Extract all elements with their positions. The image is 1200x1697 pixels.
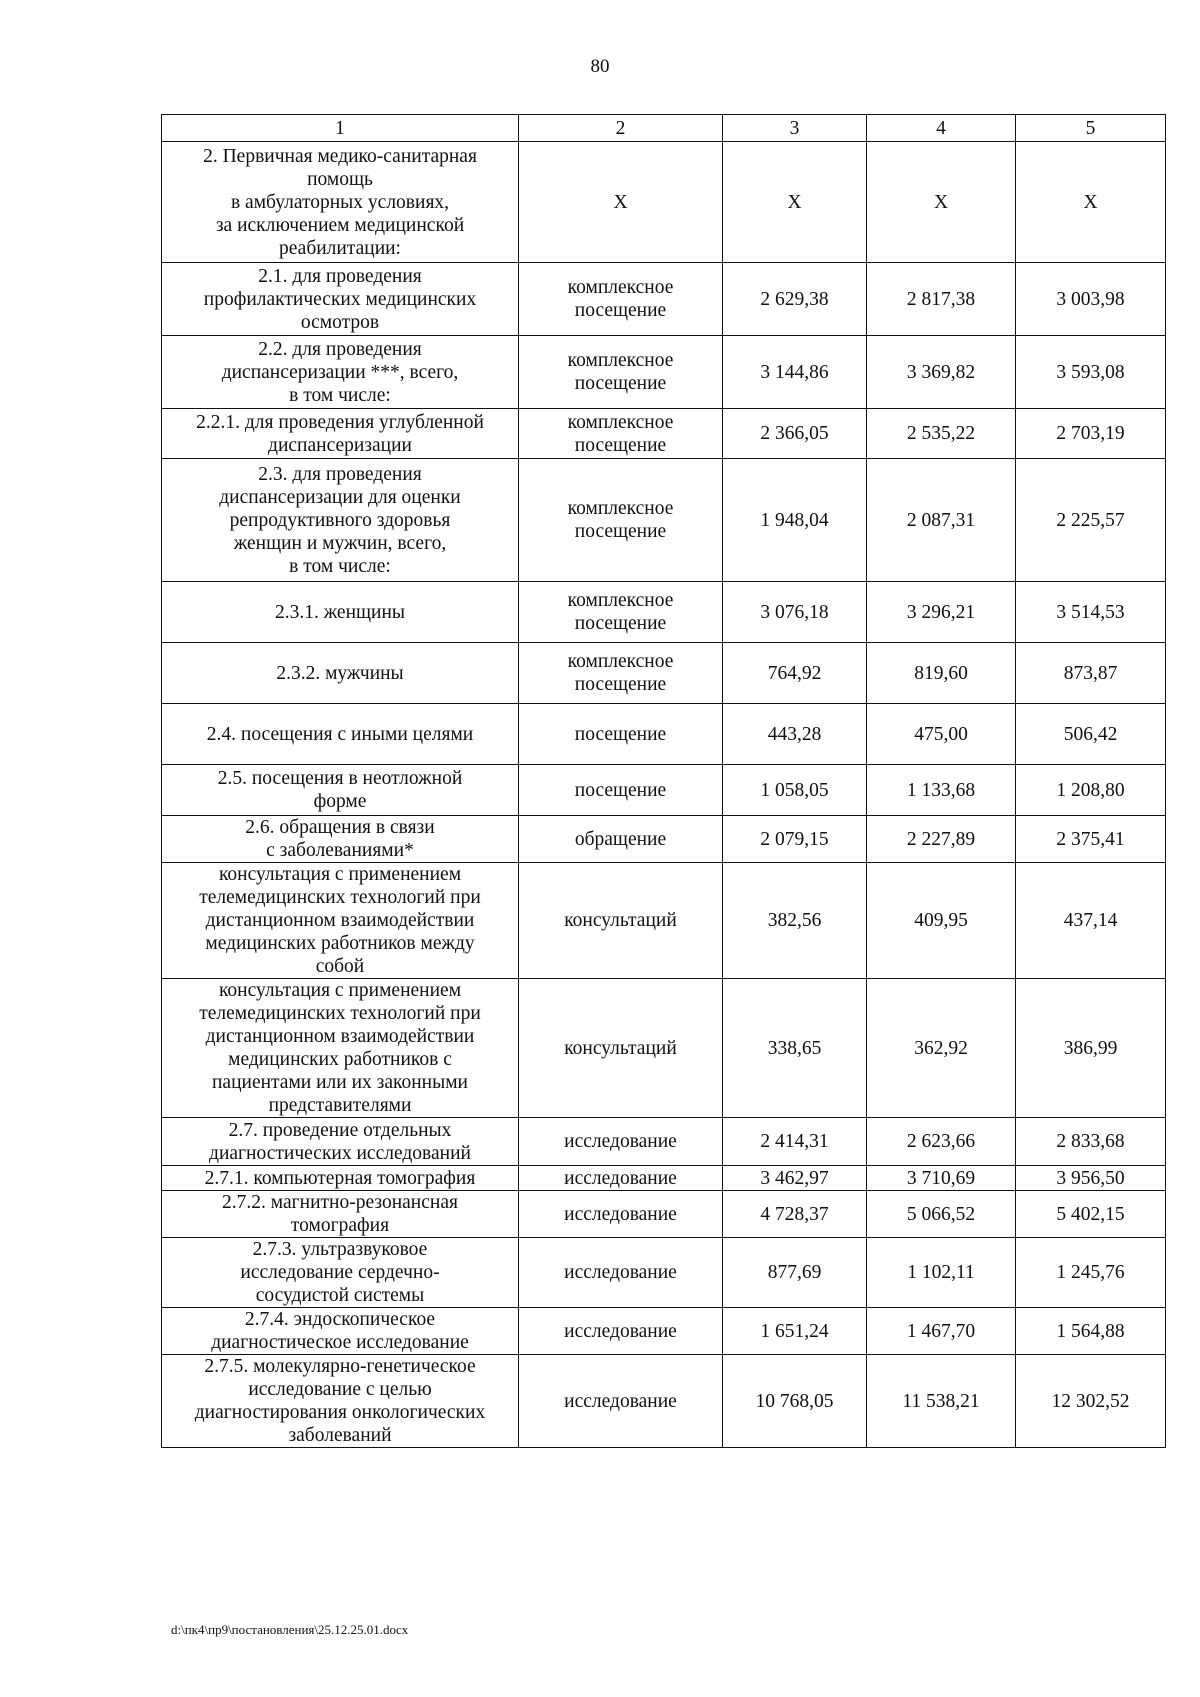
row-label-cell: 2. Первичная медико-санитарная помощь в амбулаторных условиях, за исключением медицинской реабилитации:	[162, 142, 519, 263]
value-cell: 1 102,11	[867, 1238, 1016, 1308]
value-cell: 1 651,24	[723, 1308, 867, 1355]
value-cell: 3 296,21	[867, 582, 1016, 643]
unit-cell: обращение	[519, 816, 723, 863]
value-cell: 12 302,52	[1016, 1355, 1166, 1448]
row-label-cell: 2.5. посещения в неотложной форме	[162, 765, 519, 816]
row-label-cell: 2.4. посещения с иными целями	[162, 704, 519, 765]
value-cell: 2 414,31	[723, 1118, 867, 1166]
value-cell: 10 768,05	[723, 1355, 867, 1448]
value-cell: 819,60	[867, 643, 1016, 704]
row-label-cell: 2.2.1. для проведения углубленной диспансеризации	[162, 409, 519, 459]
unit-cell: комплексное посещение	[519, 643, 723, 704]
table-row	[162, 863, 1166, 979]
table-row	[162, 1238, 1166, 1308]
value-cell: 506,42	[1016, 704, 1166, 765]
page-number: 80	[590, 56, 610, 77]
value-cell: 2 366,05	[723, 409, 867, 459]
row-label-cell: 2.2. для проведения диспансеризации ***, всего, в том числе:	[162, 336, 519, 409]
value-cell: 2 703,19	[1016, 409, 1166, 459]
value-cell: 1 133,68	[867, 765, 1016, 816]
table-row	[162, 409, 1166, 459]
value-cell: 1 467,70	[867, 1308, 1016, 1355]
value-cell: Х	[867, 142, 1016, 263]
row-label-cell: 2.3.2. мужчины	[162, 643, 519, 704]
value-cell: 386,99	[1016, 979, 1166, 1118]
unit-cell: комплексное посещение	[519, 409, 723, 459]
row-label-cell: 2.3.1. женщины	[162, 582, 519, 643]
value-cell: 1 948,04	[723, 459, 867, 582]
unit-cell: посещение	[519, 765, 723, 816]
value-cell: 2 087,31	[867, 459, 1016, 582]
value-cell: 3 144,86	[723, 336, 867, 409]
value-cell: 5 402,15	[1016, 1191, 1166, 1238]
unit-cell: исследование	[519, 1238, 723, 1308]
unit-cell: посещение	[519, 704, 723, 765]
row-label-cell: 2.7.5. молекулярно-генетическое исследование с целью диагностирования онкологических заболеваний	[162, 1355, 519, 1448]
value-cell: 3 710,69	[867, 1166, 1016, 1191]
unit-cell: исследование	[519, 1355, 723, 1448]
value-cell: 2 079,15	[723, 816, 867, 863]
value-cell: Х	[723, 142, 867, 263]
value-cell: 764,92	[723, 643, 867, 704]
value-cell: 1 058,05	[723, 765, 867, 816]
value-cell: 437,14	[1016, 863, 1166, 979]
table-row	[162, 1118, 1166, 1166]
row-label-cell: 2.7.2. магнитно-резонансная томография	[162, 1191, 519, 1238]
table-row	[162, 582, 1166, 643]
unit-cell: комплексное посещение	[519, 336, 723, 409]
table-row	[162, 263, 1166, 336]
value-cell: 2 227,89	[867, 816, 1016, 863]
row-label-cell: 2.7.1. компьютерная томография	[162, 1166, 519, 1191]
value-cell: 443,28	[723, 704, 867, 765]
unit-cell: консультаций	[519, 863, 723, 979]
value-cell: 338,65	[723, 979, 867, 1118]
unit-cell: исследование	[519, 1308, 723, 1355]
row-label-cell: консультация с применением телемедицинских технологий при дистанционном взаимодействии медицинских работников с пациентами или их законными представителями	[162, 979, 519, 1118]
footer-file-path: d:\пк4\пр9\постановления\25.12.25.01.docx	[171, 1622, 409, 1637]
table-row	[162, 643, 1166, 704]
value-cell: 3 369,82	[867, 336, 1016, 409]
table-row	[162, 1191, 1166, 1238]
value-cell: 2 629,38	[723, 263, 867, 336]
table-header-row	[162, 115, 1166, 142]
value-cell: 2 375,41	[1016, 816, 1166, 863]
value-cell: 362,92	[867, 979, 1016, 1118]
value-cell: 2 833,68	[1016, 1118, 1166, 1166]
unit-cell: исследование	[519, 1166, 723, 1191]
value-cell: 1 564,88	[1016, 1308, 1166, 1355]
table-row	[162, 1355, 1166, 1448]
header-cell: 3	[723, 115, 867, 142]
value-cell: 3 514,53	[1016, 582, 1166, 643]
unit-cell: исследование	[519, 1191, 723, 1238]
table-row	[162, 459, 1166, 582]
value-cell: 2 535,22	[867, 409, 1016, 459]
value-cell: 877,69	[723, 1238, 867, 1308]
value-cell: 873,87	[1016, 643, 1166, 704]
table-row	[162, 765, 1166, 816]
row-label-cell: 2.7.4. эндоскопическое диагностическое исследование	[162, 1308, 519, 1355]
row-label-cell: консультация с применением телемедицинских технологий при дистанционном взаимодействии медицинских работников между собой	[162, 863, 519, 979]
row-label-cell: 2.3. для проведения диспансеризации для оценки репродуктивного здоровья женщин и мужчин, всего, в том числе:	[162, 459, 519, 582]
unit-cell: комплексное посещение	[519, 582, 723, 643]
unit-cell: комплексное посещение	[519, 459, 723, 582]
value-cell: 3 076,18	[723, 582, 867, 643]
unit-cell: исследование	[519, 1118, 723, 1166]
tariff-table	[161, 114, 1166, 1448]
value-cell: 3 956,50	[1016, 1166, 1166, 1191]
value-cell: 3 462,97	[723, 1166, 867, 1191]
unit-cell: комплексное посещение	[519, 263, 723, 336]
table-row	[162, 816, 1166, 863]
header-cell: 4	[867, 115, 1016, 142]
row-label-cell: 2.6. обращения в связи с заболеваниями*	[162, 816, 519, 863]
value-cell: Х	[1016, 142, 1166, 263]
value-cell: 2 623,66	[867, 1118, 1016, 1166]
value-cell: 2 817,38	[867, 263, 1016, 336]
row-label-cell: 2.1. для проведения профилактических медицинских осмотров	[162, 263, 519, 336]
value-cell: 1 208,80	[1016, 765, 1166, 816]
table-row	[162, 1166, 1166, 1191]
unit-cell: Х	[519, 142, 723, 263]
header-cell: 2	[519, 115, 723, 142]
value-cell: 5 066,52	[867, 1191, 1016, 1238]
value-cell: 2 225,57	[1016, 459, 1166, 582]
value-cell: 475,00	[867, 704, 1016, 765]
row-label-cell: 2.7. проведение отдельных диагностических исследований	[162, 1118, 519, 1166]
table-row	[162, 979, 1166, 1118]
table-row	[162, 142, 1166, 263]
table-row	[162, 1308, 1166, 1355]
unit-cell: консультаций	[519, 979, 723, 1118]
value-cell: 11 538,21	[867, 1355, 1016, 1448]
value-cell: 1 245,76	[1016, 1238, 1166, 1308]
value-cell: 4 728,37	[723, 1191, 867, 1238]
header-cell: 1	[162, 115, 519, 142]
row-label-cell: 2.7.3. ультразвуковое исследование сердечно- сосудистой системы	[162, 1238, 519, 1308]
value-cell: 382,56	[723, 863, 867, 979]
value-cell: 3 593,08	[1016, 336, 1166, 409]
table-row	[162, 336, 1166, 409]
value-cell: 3 003,98	[1016, 263, 1166, 336]
header-cell: 5	[1016, 115, 1166, 142]
table-row	[162, 704, 1166, 765]
value-cell: 409,95	[867, 863, 1016, 979]
